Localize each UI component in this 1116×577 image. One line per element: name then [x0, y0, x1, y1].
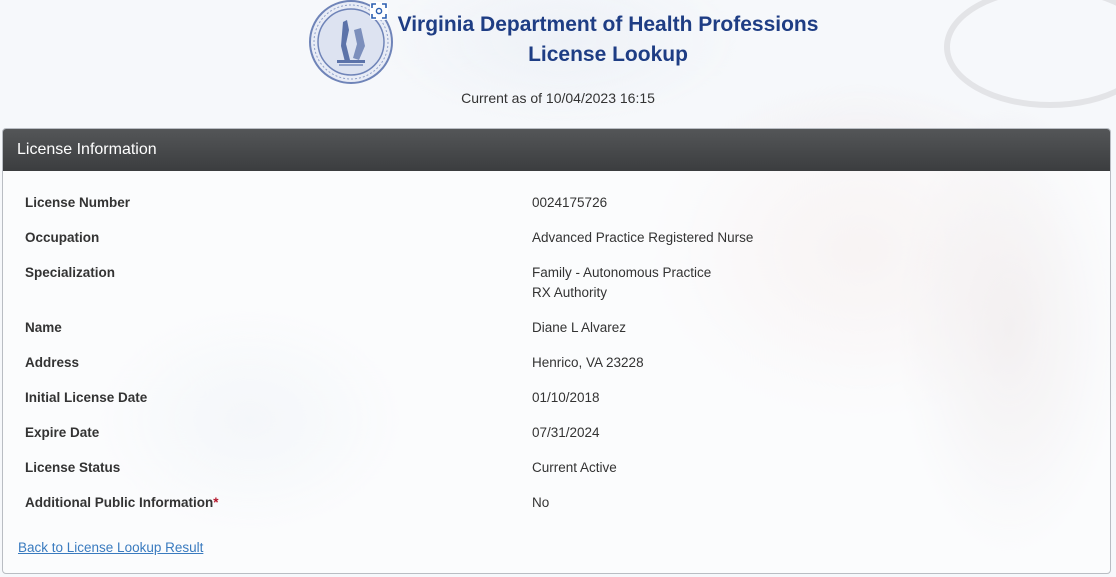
- value-additional-public-information: No: [532, 495, 550, 510]
- panel-title: License Information: [3, 129, 1110, 171]
- value-expire-date: 07/31/2024: [532, 425, 600, 440]
- value-specialization-line1: Family - Autonomous Practice: [532, 265, 712, 280]
- page-title-line2: License Lookup: [528, 43, 688, 66]
- label-specialization: Specialization: [25, 265, 116, 280]
- label-additional-public-information: [25, 493, 219, 513]
- label-license-status: License Status: [25, 460, 121, 475]
- value-license-number: 0024175726: [532, 195, 608, 210]
- page-title-line1: Virginia Department of Health Professions: [397, 13, 819, 36]
- page-title: [380, 10, 836, 70]
- license-information-panel: [2, 128, 1111, 574]
- label-occupation: Occupation: [25, 230, 100, 245]
- value-specialization: [532, 263, 711, 303]
- required-asterisk: *: [213, 495, 219, 510]
- current-as-of: Current as of 10/04/2023 16:15: [461, 90, 655, 106]
- label-expire-date: Expire Date: [25, 425, 100, 440]
- label-initial-license-date: Initial License Date: [25, 390, 148, 405]
- label-additional-public-information-text: Additional Public Information: [25, 495, 214, 510]
- label-name: Name: [25, 320, 62, 335]
- value-occupation: Advanced Practice Registered Nurse: [532, 230, 754, 245]
- value-address: Henrico, VA 23228: [532, 355, 644, 370]
- value-license-status: Current Active: [532, 460, 617, 475]
- value-specialization-line2: RX Authority: [532, 285, 608, 300]
- value-name: Diane L Alvarez: [532, 320, 627, 335]
- value-initial-license-date: 01/10/2018: [532, 390, 600, 405]
- page-header: [0, 0, 1116, 128]
- label-license-number: License Number: [25, 195, 131, 210]
- back-to-license-lookup-result-link[interactable]: Back to License Lookup Result: [18, 540, 204, 555]
- label-address: Address: [25, 355, 80, 370]
